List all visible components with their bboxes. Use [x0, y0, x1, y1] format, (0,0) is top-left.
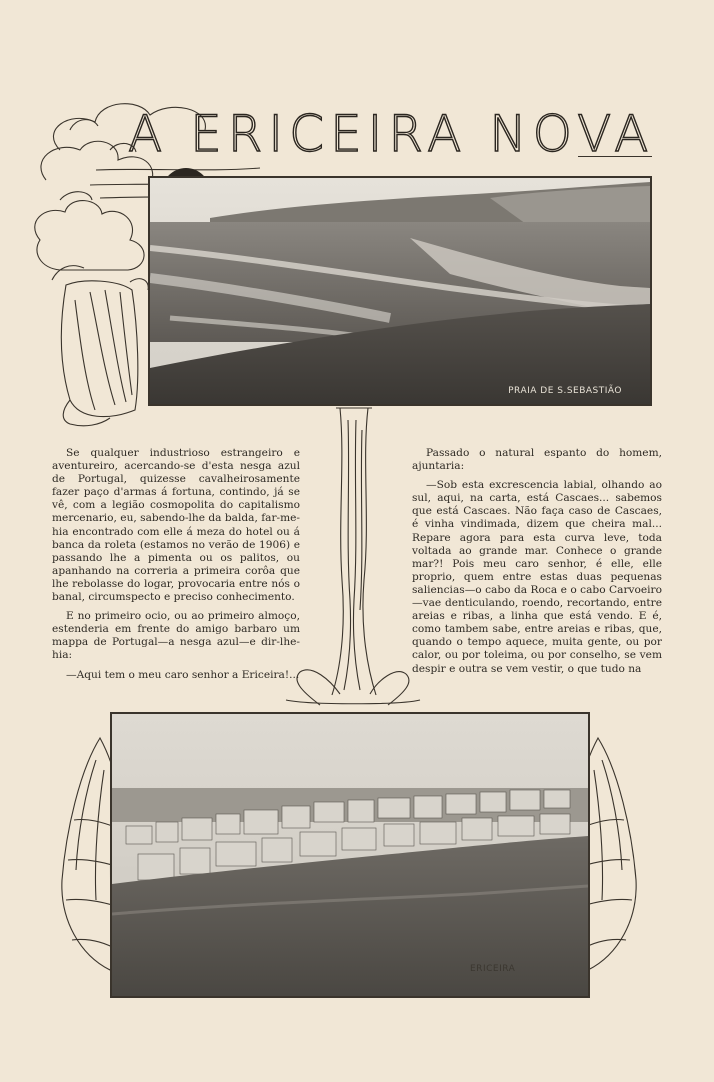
paragraph: —Aqui tem o meu caro senhor a Ericeira!...	[66, 668, 300, 681]
article-title: A ERICEIRA NOVA	[128, 105, 655, 163]
paragraph: Passado o natural espanto do homem, ajuntaria:	[412, 447, 662, 473]
town-photo-caption: ERICEIRA	[470, 964, 516, 974]
paragraph: E no primeiro ocio, ou ao primeiro almoço, estenderia em frente do amigo barbaro um mappa de Portugal—a nesga azul—e dir-lhe-hia:	[52, 610, 300, 662]
article-left-column	[52, 447, 300, 688]
paragraph: —Sob esta excrescencia labial, olhando ao sul, aqui, na carta, está Cascaes... sabemos que está Cascaes. Não faça caso de Cascaes, é vinha vindimada, dizem que cheira mal... Repare agora para esta curva leve, toda voltada ao grande mar. Conhece o grande mar?! Pois meu caro senhor, é elle, elle proprio, quem entre estas duas pequenas saliencias—o cabo da Roca e o cabo Carvoeiro—vae denticulando, roendo, recortando, entre areias e ribas, a linha que está vendo. E é, como tambem sabe, entre areias e ribas, que, quando o tempo aquece, muita gente, ou por calor, ou por toleima, ou por conselho, se vem despir e outra se vem vestir, o que tudo na	[412, 479, 662, 675]
beach-photo	[148, 176, 652, 406]
town-photo	[110, 712, 590, 998]
title-divider	[578, 156, 652, 157]
beach-photo-caption: PRAIA DE S.SEBASTIÃO	[508, 386, 622, 396]
town-scene	[112, 714, 588, 996]
paragraph: Se qualquer industrioso estrangeiro e aventureiro, acercando-se d'esta nesga azul de Portugal, quizesse cavalheirosamente fazer paço d'armas á fortuna, contindo, já se vê, com a legião cosmopolita do capitalismo mercenario, eu, sabendo-lhe da balda, far-me-hia encontrado com elle á meza do hotel ou á banca da roleta (estamos no verão de 1906) e passando lhe a pimenta ou os palitos, ou apanhando na correria a primeira corôa que lhe rebolasse do logar, provocaria entre nós o banal, circumspecto e preciso conhecimento.	[52, 447, 300, 604]
article-right-column	[412, 447, 662, 682]
beach-scene	[150, 178, 650, 404]
